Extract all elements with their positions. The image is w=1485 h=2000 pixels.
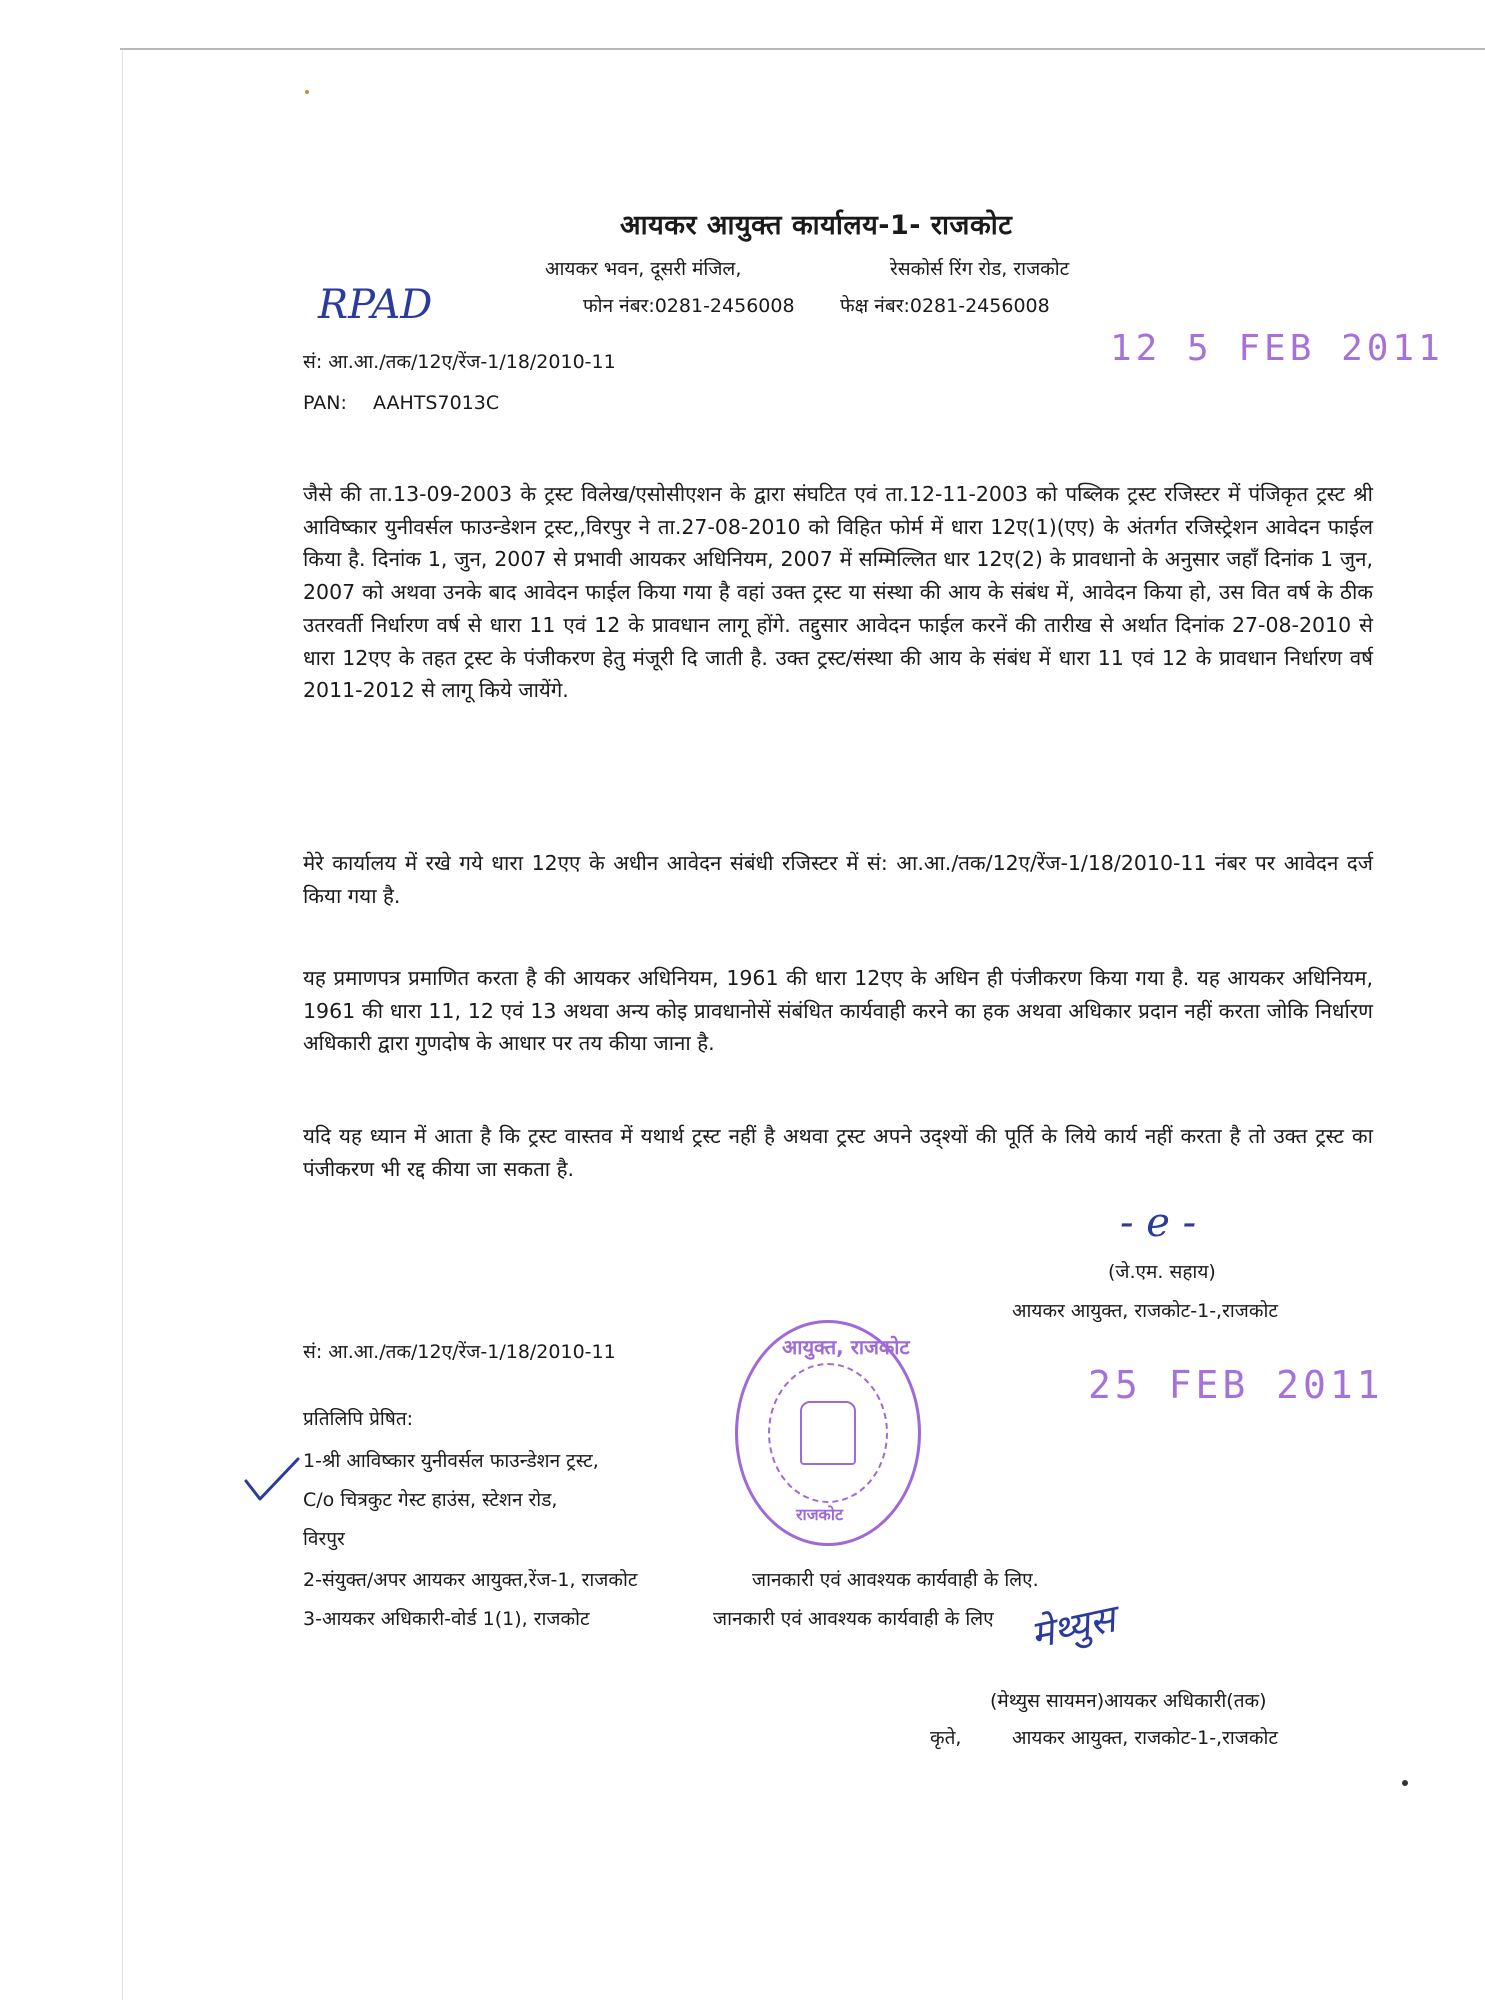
commissioner-designation: आयकर आयुक्त, राजकोट-1-,राजकोट [1012, 1300, 1278, 1322]
on-behalf-label: कृते, [930, 1727, 962, 1749]
scan-edge-top [120, 48, 1485, 50]
copy-heading: प्रतिलिपि प्रेषित: [303, 1408, 414, 1430]
rpad-annotation: RPAD [318, 282, 433, 328]
reference-number: सं: आ.आ./तक/12ए/रेंज-1/18/2010-11 [303, 351, 616, 373]
official-seal [735, 1320, 921, 1546]
paragraph-register-entry: मेरे कार्यालय में रखे गये धारा 12एए के अधीन आवेदन संबंधी रजिस्टर में सं: आ.आ./तक/12ए/रेंज-1/18/2010-11 नंबर पर आवेदन दर्ज किया गया है. [303, 851, 1373, 908]
phone-number: फोन नंबर:0281-2456008 [583, 295, 795, 317]
emblem-icon [800, 1401, 856, 1465]
copy-item1-line1: 1-श्री आविष्कार युनीवर्सल फाउन्डेशन ट्रस्ट, [303, 1450, 599, 1472]
copy-item3-recipient: 3-आयकर अधिकारी-वोर्ड 1(1), राजकोट [303, 1608, 590, 1630]
commissioner-initials: - e - [1120, 1200, 1197, 1246]
fax-number: फेक्ष नंबर:0281-2456008 [840, 295, 1050, 317]
pan-value: AAHTS7013C [373, 392, 500, 414]
paragraph-cancellation: यदि यह ध्यान में आता है कि ट्रस्ट वास्तव में यथार्थ ट्रस्ट नहीं है अथवा ट्रस्ट अपने उद्श्यों की पूर्ति के लिये कार्य नहीं करता है तो उक्त ट्रस्ट का पंजीकरण भी रद्द कीया जा सकता है. [303, 1124, 1373, 1181]
paragraph-certificate: यह प्रमाणपत्र प्रमाणित करता है की आयकर अधिनियम, 1961 की धारा 12एए के अधिन ही पंजीकरण किया गया है. यह आयकर अधिनियम, 1961 की धारा 11, 12 एवं 13 अथवा अन्य कोइ प्रावधानोसें संबंधित कार्यवाही करने का हक अथवा अधिकार प्रदान नहीं करता जोकि निर्धारण अधिकारी द्वारा गुणदोष के आधार पर तय कीया जाना है. [303, 966, 1373, 1056]
copy-item1-line2: C/o चित्रकुट गेस्ट हाउंस, स्टेशन रोड, [303, 1489, 558, 1511]
seal-bottom-text: राजकोट [796, 1505, 844, 1524]
address-right: रेसकोर्स रिंग रोड, राजकोट [890, 258, 1070, 280]
address-left: आयकर भवन, दूसरी मंजिल, [545, 258, 742, 280]
officer-name-designation: (मेथ्युस सायमन)आयकर अधिकारी(तक) [990, 1690, 1267, 1712]
pan-label: PAN: [303, 392, 347, 414]
copy-item1-line3: विरपुर [303, 1528, 345, 1550]
commissioner-name: (जे.एम. सहाय) [1108, 1261, 1216, 1283]
copy-item2-recipient: 2-संयुक्त/अपर आयकर आयुक्त,रेंज-1, राजकोट [303, 1569, 638, 1591]
checkmark-icon [242, 1455, 302, 1505]
paragraph-registration: जैसे की ता.13-09-2003 के ट्रस्ट विलेख/एसोसीएशन के द्वारा संघटित एवं ता.12-11-2003 को पब्लिक ट्रस्ट रजिस्टर में पंजिकृत ट्रस्ट श्री आविष्कार युनीवर्सल फाउन्डेशन ट्रस्ट,,विरपुर ने ता.27-08-2010 को विहित फोर्म में धारा 12ए(1)(एए) के अंतर्गत रजिस्ट्रेशन आवेदन फाईल किया है. दिनांक 1, जुन, 2007 से प्रभावी आयकर अधिनियम, 2007 में सम्मिल्लित धार 12ए(2) के प्रावधानो के अनुसार जहाँ दिनांक 1 जुन, 2007 को अथवा उनके बाद आवेदन फाईल किया गया है वहां उक्त ट्रस्ट या संस्था की आय के संबंध में, आवेदन किया हो, उस वित वर्ष के ठीक उतरवर्ती निर्धारण वर्ष से धारा 11 एवं 12 के प्रावधान लागू होंगे. तद्दुसार आवेदन फाईल करनें की तारीख से अर्थात दिनांक 27-08-2010 से धारा 12एए के तहत ट्रस्ट के पंजीकरण हेतु मंजूरी दि जाती है. उक्त ट्रस्ट/संस्था की आय के संबंध में धारा 11 एवं 12 के प्रावधान निर्धारण वर्ष 2011-2012 से लागू किये जायेंगे. [303, 482, 1373, 703]
on-behalf-office: आयकर आयुक्त, राजकोट-1-,राजकोट [1012, 1727, 1278, 1749]
seal-top-text: आयुक्त, राजकोट [782, 1335, 910, 1359]
scan-speck [1402, 1780, 1408, 1786]
issue-date-stamp: 25 FEB 2011 [1088, 1363, 1384, 1407]
copy-item2-purpose: जानकारी एवं आवश्यक कार्यवाही के लिए. [752, 1569, 1039, 1591]
office-title: आयकर आयुक्त कार्यालय-1- राजकोट [620, 210, 1013, 241]
scan-speck [305, 90, 309, 94]
copy-item3-purpose: जानकारी एवं आवश्यक कार्यवाही के लिए [713, 1608, 994, 1630]
officer-signature: मेथ्युस [1026, 1596, 1119, 1658]
copy-reference-number: सं: आ.आ./तक/12ए/रेंज-1/18/2010-11 [303, 1341, 616, 1363]
scan-edge-left [122, 50, 123, 2000]
received-date-stamp: 12 5 FEB 2011 [1110, 328, 1444, 369]
